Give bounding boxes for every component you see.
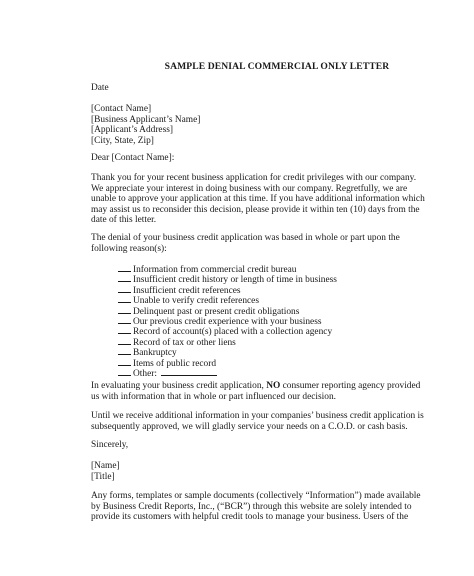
reason-label: Information from commercial credit bureau — [133, 265, 297, 275]
footer-line: by Business Credit Reports, Inc., (“BCR”) through this website are solely intended to — [91, 501, 412, 512]
date-field — [91, 83, 391, 94]
reason-item — [118, 273, 378, 286]
date-label: Date — [91, 83, 109, 93]
paragraph-line: date of this letter. — [91, 215, 157, 226]
paragraph-line: may assist us to reconsider this decision, please provide it within ten (10) days from the — [91, 204, 420, 215]
reason-item — [118, 263, 378, 273]
reason-label: Items of public record — [133, 358, 217, 369]
reason-label: Bankruptcy — [133, 348, 177, 359]
paragraph-line — [91, 381, 421, 392]
letter-title: SAMPLE DENIAL COMMERCIAL ONLY LETTER — [164, 61, 390, 72]
paragraph-denial — [91, 233, 400, 254]
reason-item — [118, 294, 378, 307]
paragraph-cod — [91, 411, 424, 432]
address-line: [City, State, Zip] — [91, 135, 154, 146]
recipient-address — [91, 104, 391, 146]
address-line: [Contact Name] — [91, 104, 152, 114]
paragraph-line: Thank you for your recent business application for credit privileges with our company. — [91, 173, 417, 183]
checkbox-blank[interactable] — [118, 305, 131, 314]
text-segment: consumer reporting agency provided — [282, 381, 421, 391]
reason-label: Record of tax or other liens — [133, 337, 236, 348]
reason-item-other — [118, 367, 378, 377]
reason-label: Insufficient credit references — [133, 285, 241, 296]
closing-text: Sincerely, — [91, 440, 129, 450]
salutation — [91, 153, 391, 164]
paragraph-line: subsequently approved, we will gladly service your needs on a C.O.D. or cash basis. — [91, 421, 408, 432]
reason-label: Delinquent past or present credit obligations — [133, 306, 300, 317]
closing — [91, 440, 391, 451]
footer-line: Any forms, templates or sample documents (collectively “Information”) made available — [91, 491, 421, 501]
reason-item — [118, 346, 378, 359]
emphasis-text: NO — [266, 381, 281, 391]
reason-item — [118, 315, 378, 325]
footer-disclaimer — [91, 491, 421, 523]
other-fill-line[interactable] — [161, 367, 217, 376]
checkbox-blank[interactable] — [118, 294, 131, 303]
paragraph-line: unable to approve your application at this time. If you have additional information which — [91, 194, 425, 205]
checkbox-blank[interactable] — [118, 263, 131, 272]
paragraph-line: Until we receive additional information in your companies’ business credit application is — [91, 411, 424, 421]
address-line: [Business Applicant’s Name] — [91, 114, 201, 125]
checkbox-blank[interactable] — [118, 284, 131, 293]
paragraph-evaluation — [91, 381, 421, 402]
signature-block — [91, 461, 391, 482]
paragraph-line: The denial of your business credit application was based in whole or part upon the — [91, 233, 400, 243]
paragraph-line: following reason(s): — [91, 243, 167, 254]
reason-item — [118, 325, 378, 338]
checkbox-blank[interactable] — [118, 273, 131, 282]
reason-label: Our previous credit experience with your business — [133, 316, 322, 327]
reason-item — [118, 305, 378, 315]
footer-line: provide its customers with helpful credit tools to manage your business. Users of the — [91, 512, 409, 523]
reason-label: Insufficient credit history or length of time in business — [133, 275, 337, 286]
checkbox-blank[interactable] — [118, 325, 131, 334]
text-segment: In evaluating your business credit application, — [91, 381, 264, 391]
paragraph-line: us with information that in whole or part influenced our decision. — [91, 391, 336, 402]
reason-label: Unable to verify credit references — [133, 296, 259, 307]
signature-title: [Title] — [91, 471, 115, 482]
checkbox-blank[interactable] — [118, 346, 131, 355]
checkbox-blank[interactable] — [118, 357, 131, 366]
reasons-list — [118, 263, 378, 377]
salutation-text: Dear [Contact Name]: — [91, 153, 175, 163]
checkbox-blank[interactable] — [118, 315, 131, 324]
reason-label: Other: — [133, 368, 157, 379]
reason-label: Record of account(s) placed with a collection agency — [133, 327, 333, 338]
address-line: [Applicant’s Address] — [91, 125, 174, 136]
checkbox-blank[interactable] — [118, 336, 131, 345]
paragraph-line: We appreciate your interest in doing business with our company. Regretfully, we are — [91, 183, 408, 194]
reason-item — [118, 357, 378, 367]
signature-name: [Name] — [91, 461, 120, 471]
checkbox-blank[interactable] — [118, 367, 131, 376]
paragraph-intro — [91, 173, 425, 226]
